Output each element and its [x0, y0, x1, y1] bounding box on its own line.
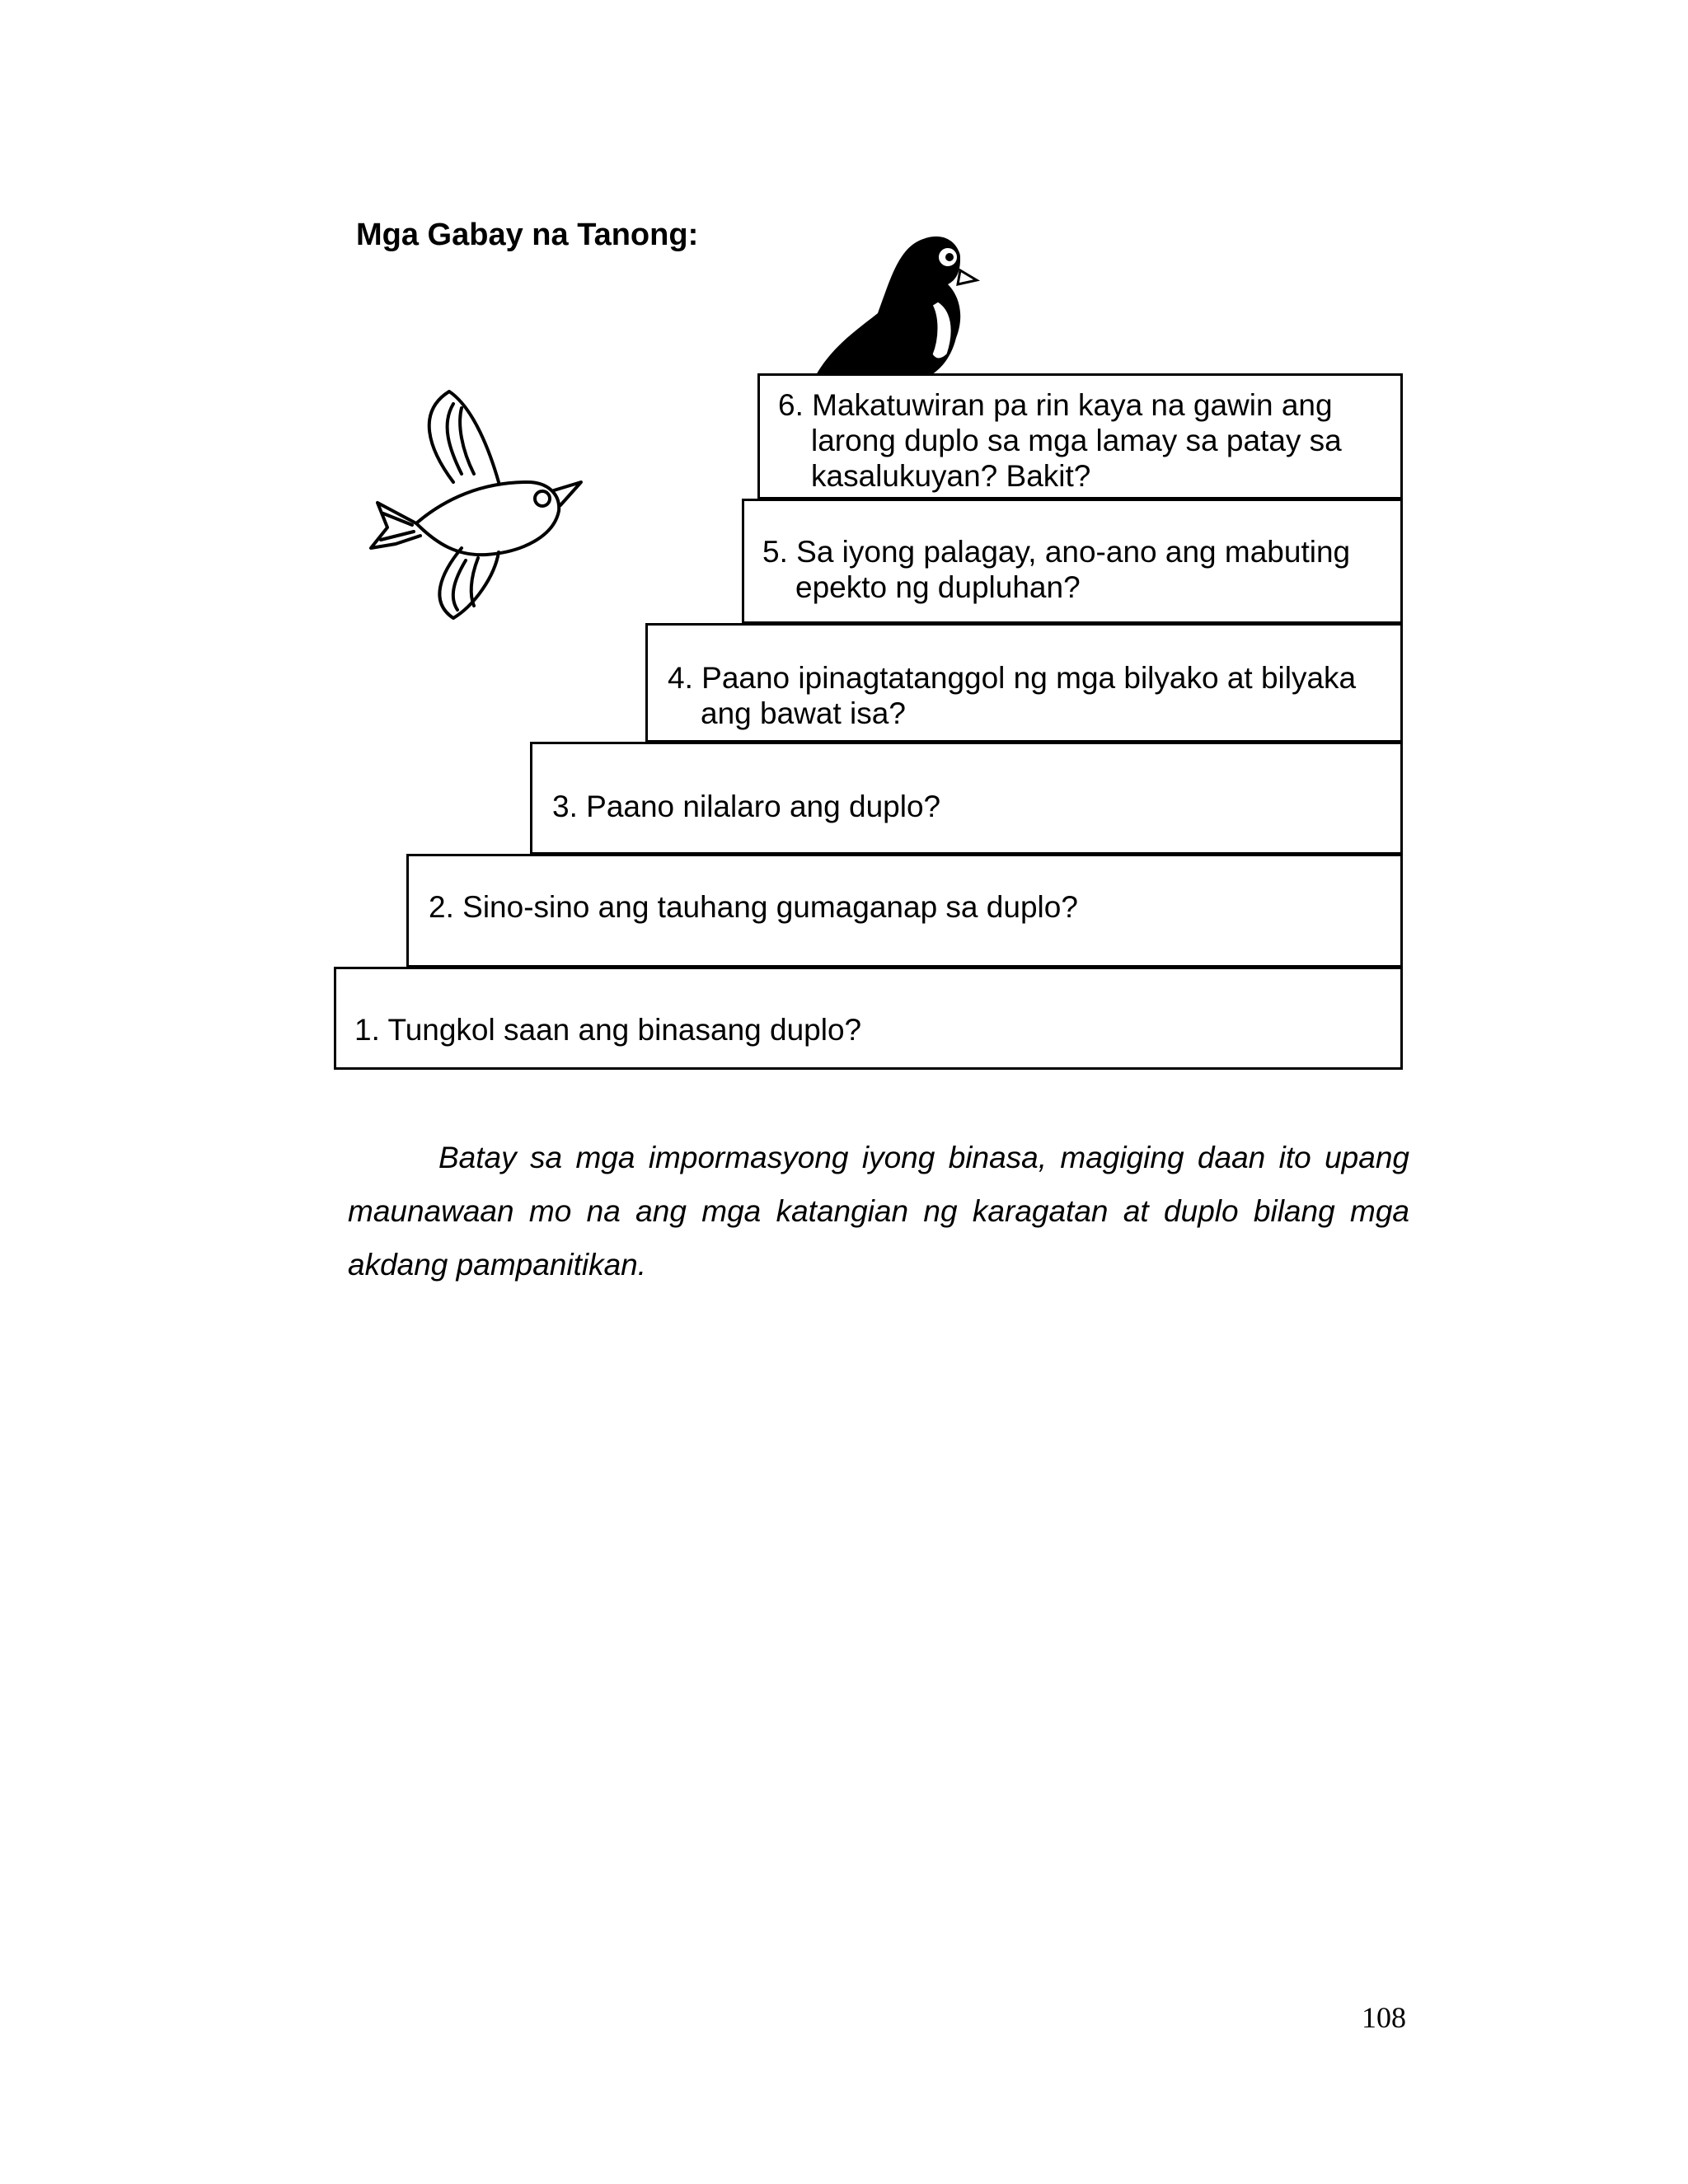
step-1-text: 1. Tungkol saan ang binasang duplo? — [354, 1013, 862, 1047]
flying-bird-icon — [338, 375, 610, 630]
step-5-text: 5. Sa iyong palagay, ano-ano ang mabuting epekto ng dupluhan? — [762, 535, 1351, 604]
step-3-text: 3. Paano nilalaro ang duplo? — [552, 790, 941, 823]
step-2 — [406, 854, 1403, 968]
step-4 — [645, 623, 1403, 743]
step-3 — [530, 742, 1403, 855]
step-6 — [757, 373, 1403, 499]
step-4-text: 4. Paano ipinagtatanggol ng mga bilyako at bilyaka ang bawat isa? — [668, 661, 1357, 730]
body-paragraph — [348, 1131, 1409, 1291]
step-1 — [334, 967, 1403, 1070]
body-paragraph-text: Batay sa mga impormasyong iyong binasa, magiging daan ito upang maunawaan mo na ang mga katangian ng karagatan at duplo bilang mga akdang pampanitikan. — [348, 1141, 1409, 1282]
section-heading: Mga Gabay na Tanong: — [356, 218, 699, 252]
page-number: 108 — [1362, 2001, 1406, 2034]
step-5 — [742, 499, 1403, 624]
perched-bird-icon — [799, 223, 981, 379]
step-6-text: 6. Makatuwiran pa rin kaya na gawin ang larong duplo sa mga lamay sa patay sa kasalukuyan? Bakit? — [778, 388, 1342, 493]
step-2-text: 2. Sino-sino ang tauhang gumaganap sa duplo? — [429, 890, 1078, 924]
